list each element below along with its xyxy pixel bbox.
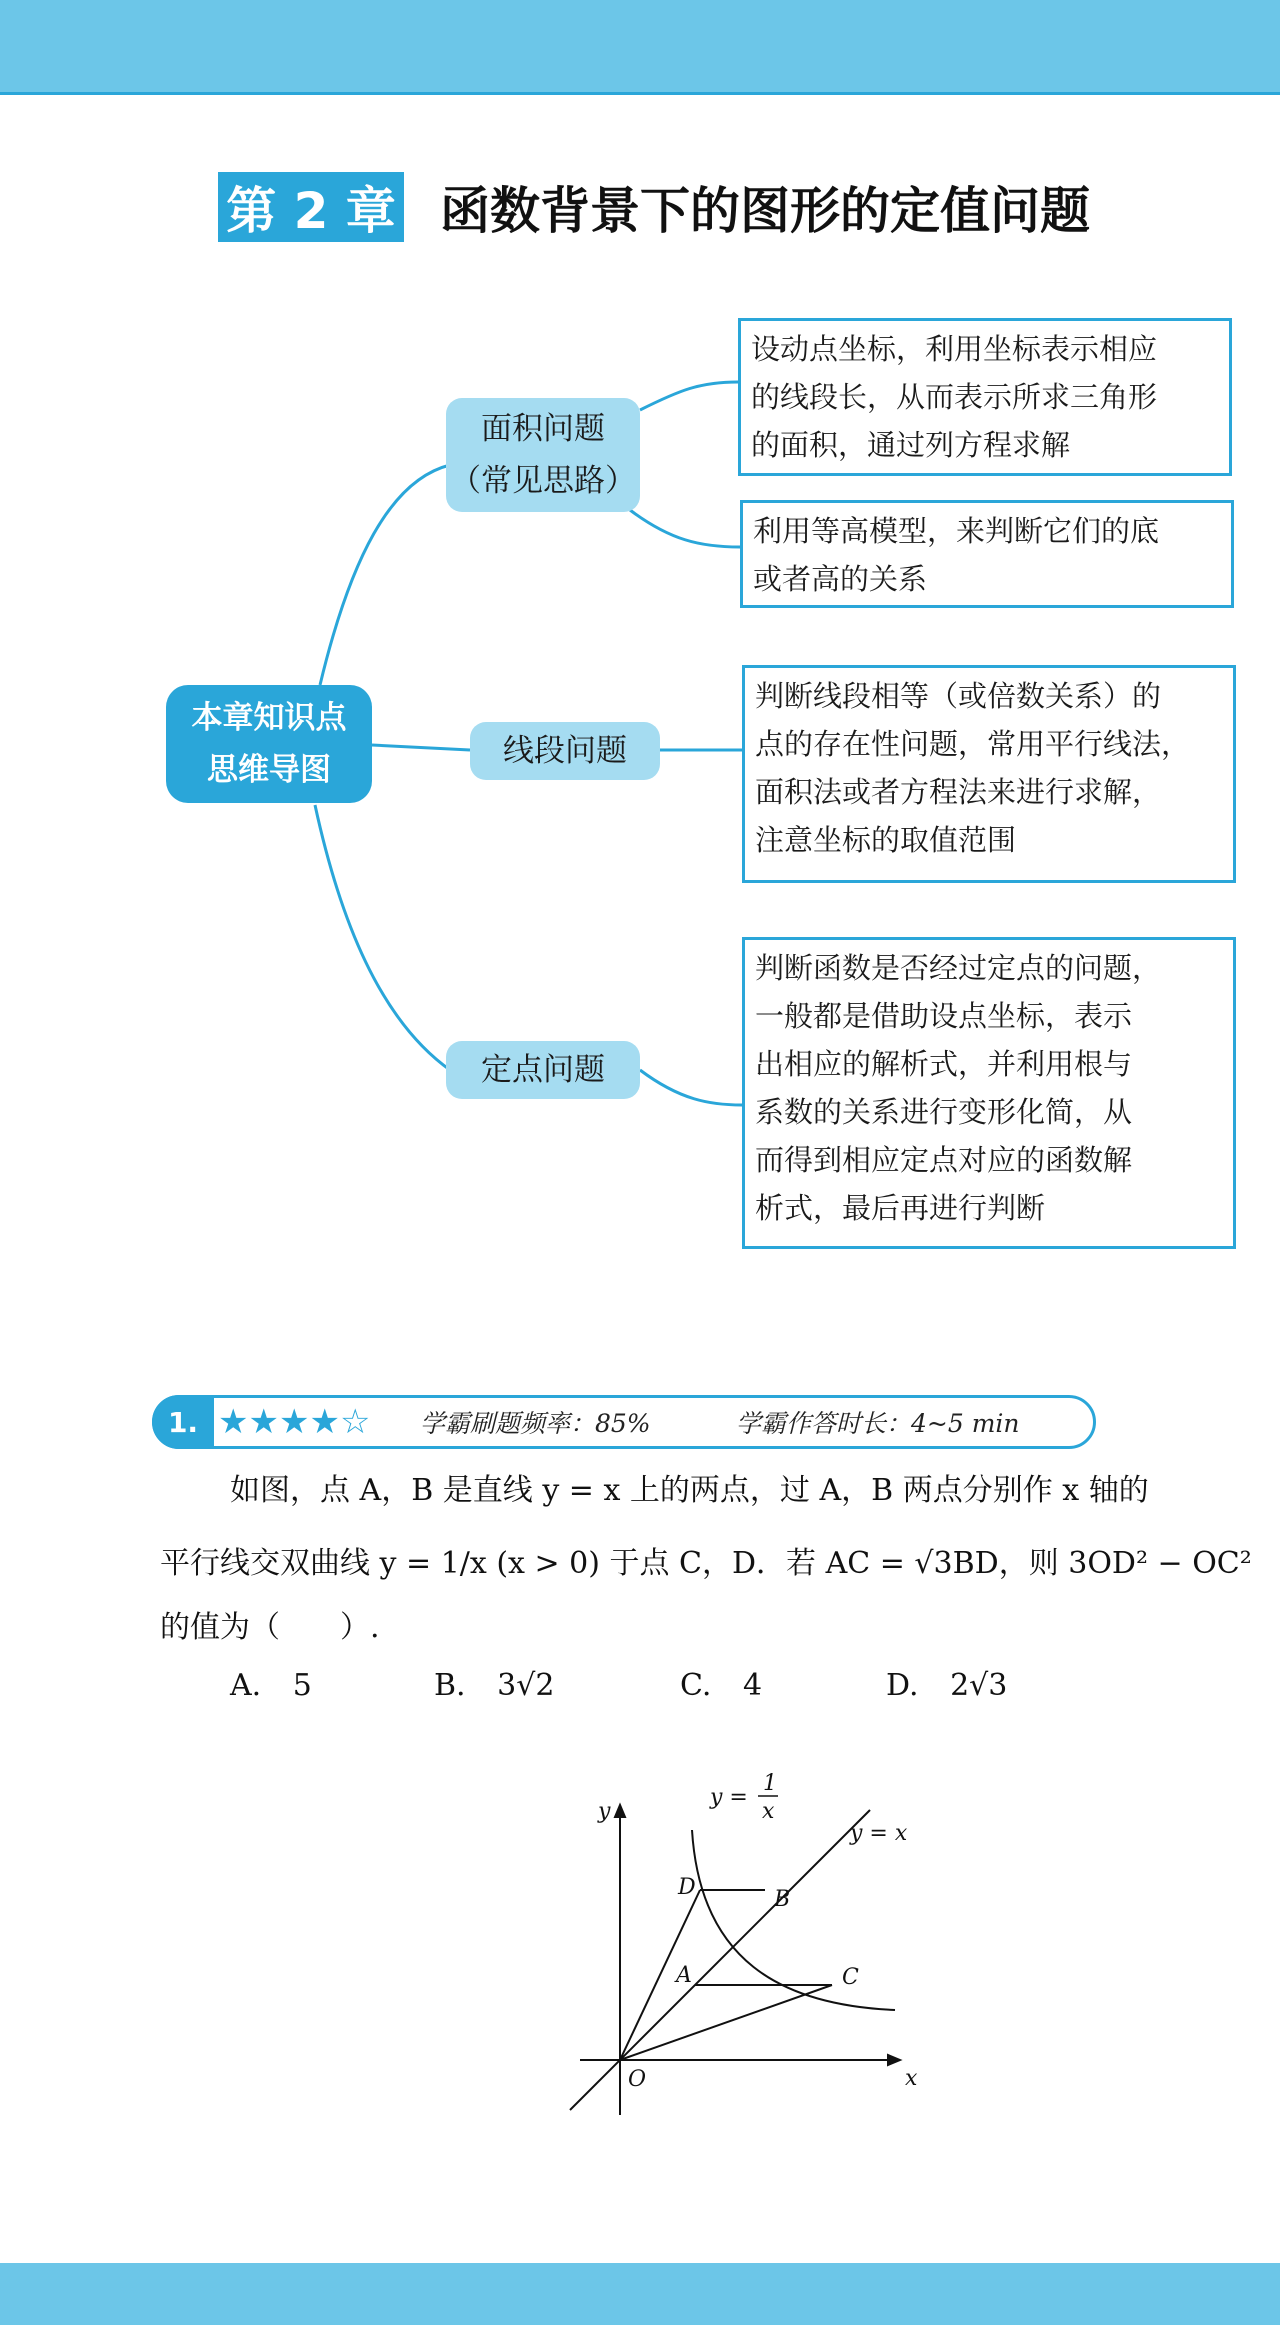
detail-line: 系数的关系进行变形化简，从 (755, 1095, 1133, 1129)
branch-segment-title: 线段问题 (503, 733, 627, 769)
branch-fixed-point-problem (446, 1041, 640, 1099)
choice-d (886, 1668, 1007, 1703)
star-filled-icon: ★ (278, 1402, 310, 1442)
choice-value: 2√3 (950, 1668, 1008, 1703)
curve-label: y = (710, 1785, 748, 1810)
point-d-label: D (678, 1875, 696, 1900)
y-axis-arrow-icon (615, 1805, 625, 1817)
branch-area-title: 面积问题 (481, 411, 605, 447)
top-band (0, 0, 1280, 92)
detail-line: 一般都是借助设点坐标，表示 (755, 999, 1133, 1033)
detail-line: 注意坐标的取值范围 (755, 823, 1017, 857)
question-number: 1. (152, 1395, 214, 1449)
point-b-label: B (774, 1887, 791, 1912)
connector-area-detail-1 (640, 382, 738, 410)
detail-line: 判断函数是否经过定点的问题， (755, 951, 1162, 985)
branch-area-problem (446, 398, 640, 512)
detail-line: 或者高的关系 (753, 562, 928, 596)
detail-line: 而得到相应定点对应的函数解 (755, 1143, 1133, 1177)
detail-line: 析式，最后再进行判断 (755, 1191, 1046, 1225)
star-filled-icon: ★ (248, 1402, 279, 1442)
mindmap-root-line2: 思维导图 (207, 752, 331, 788)
choice-label: A. (230, 1668, 262, 1703)
branch-fixed-point-title: 定点问题 (481, 1052, 605, 1088)
branch-area-subtitle: （常见思路） (450, 463, 636, 499)
question-line-1: 如图，点 A，B 是直线 y = x 上的两点，过 A，B 两点分别作 x 轴的 (230, 1473, 1149, 1508)
detail-area-2 (740, 500, 1234, 608)
choice-value: 4 (742, 1668, 763, 1703)
detail-line: 点的存在性问题，常用平行线法， (755, 727, 1191, 761)
choice-label: C. (680, 1668, 712, 1703)
x-axis-label: x (905, 2066, 918, 2091)
branch-segment-problem (470, 722, 660, 780)
detail-line: 的面积，通过列方程求解 (751, 428, 1071, 462)
y-axis-label: y (598, 1799, 611, 1824)
line-label: y = x (850, 1821, 908, 1846)
choice-c (680, 1668, 762, 1703)
question-frequency: 学霸刷题频率：85% (420, 1409, 651, 1438)
hyperbola-curve (692, 1830, 895, 2010)
geometry-figure (560, 1760, 940, 2130)
detail-line: 面积法或者方程法来进行求解， (755, 775, 1162, 809)
detail-area-1 (738, 318, 1232, 476)
connector-area-detail-2 (630, 510, 740, 547)
question-line-3: 的值为（ ）. (160, 1610, 380, 1645)
point-a-label: A (676, 1963, 692, 1988)
difficulty-stars (218, 1396, 370, 1448)
detail-line: 出相应的解析式，并利用根与 (755, 1047, 1133, 1081)
mindmap-root-line1: 本章知识点 (191, 700, 347, 736)
connector-root-area (320, 465, 450, 685)
detail-line: 的线段长，从而表示所求三角形 (751, 380, 1158, 414)
origin-label: O (628, 2067, 647, 2092)
point-c-label: C (842, 1965, 859, 1990)
choice-a (230, 1668, 312, 1703)
detail-segment (742, 665, 1236, 883)
mindmap-root (166, 685, 372, 803)
connector-root-segment (372, 745, 470, 750)
curve-label-numerator: 1 (763, 1771, 777, 1796)
choice-label: B. (434, 1668, 466, 1703)
detail-line: 设动点坐标，利用坐标表示相应 (751, 332, 1158, 366)
choice-value: 3√2 (497, 1668, 555, 1703)
question-time: 学霸作答时长：4~5 min (736, 1409, 1020, 1438)
connector-root-fixed-point (315, 805, 450, 1070)
choice-label: D. (886, 1668, 919, 1703)
choice-value: 5 (292, 1668, 312, 1703)
x-axis-arrow-icon (888, 2055, 900, 2065)
detail-line: 判断线段相等（或倍数关系）的 (755, 679, 1162, 713)
segment-oc (620, 1985, 832, 2060)
curve-label-denominator: x (762, 1799, 775, 1824)
bottom-band (0, 2263, 1280, 2325)
chapter-badge: 第 2 章 (218, 172, 404, 242)
detail-fixed-point (742, 937, 1236, 1249)
star-empty-icon: ☆ (339, 1402, 371, 1442)
star-filled-icon: ★ (309, 1402, 340, 1442)
chapter-title: 函数背景下的图形的定值问题 (440, 182, 1090, 240)
connector-fixed-point-detail (640, 1070, 742, 1105)
detail-line: 利用等高模型，来判断它们的底 (753, 514, 1160, 548)
choice-b (434, 1668, 554, 1703)
line-y-equals-x (570, 1810, 870, 2110)
question-line-2: 平行线交双曲线 y = 1/x (x > 0) 于点 C，D．若 AC = √3BD，则 3OD² − OC² (160, 1546, 1252, 1581)
star-filled-icon: ★ (218, 1402, 249, 1442)
top-band-rule (0, 92, 1280, 95)
